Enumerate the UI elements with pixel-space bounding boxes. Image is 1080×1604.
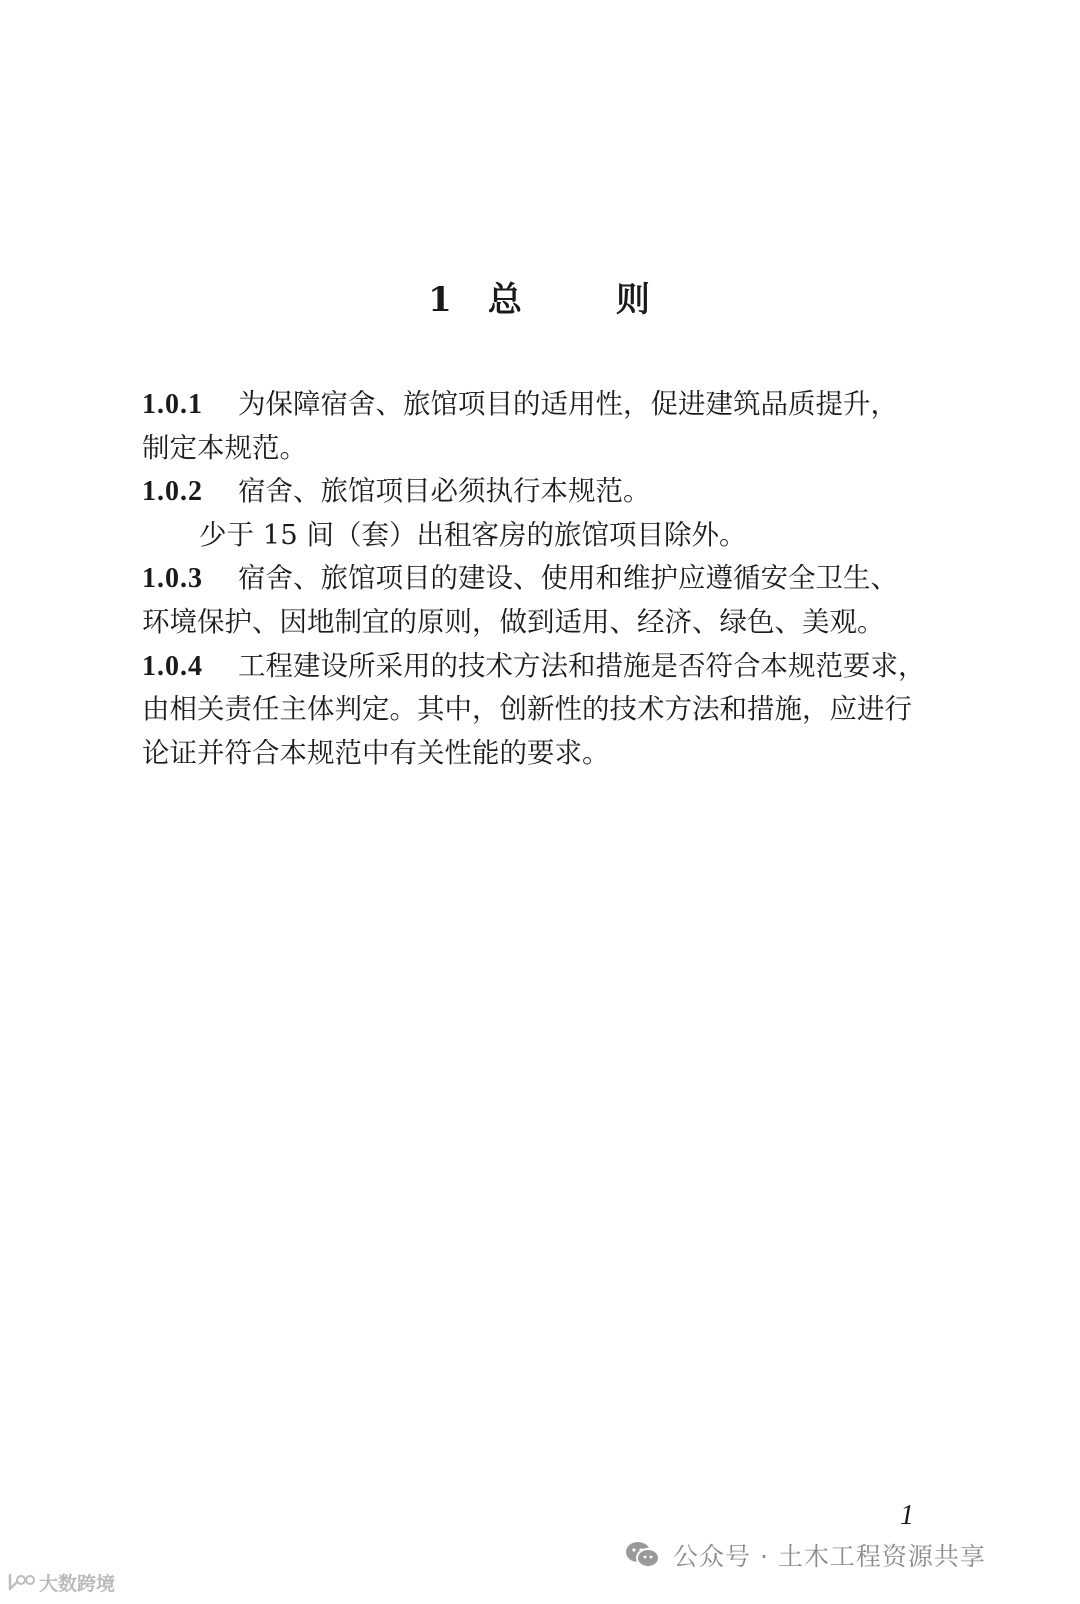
clause-text: 论证并符合本规范中有关性能的要求。 — [142, 736, 610, 769]
clause-text: 由相关责任主体判定。其中，创新性的技术方法和措施，应进行 — [142, 693, 912, 726]
page-number: 1 — [900, 1500, 914, 1531]
clause-1-0-3-line-2 — [142, 601, 957, 645]
clause-number: 1.0.1 — [142, 389, 203, 420]
watermark-text: 大数跨境 — [39, 1572, 116, 1595]
chapter-number: 1 — [428, 280, 454, 320]
clause-number: 1.0.4 — [142, 650, 203, 682]
clause-1-0-4-line-2 — [142, 688, 957, 732]
brand-logo-icon — [6, 1571, 36, 1593]
clause-1-0-4-line-1 — [142, 645, 957, 689]
clause-text: 宿舍、旅馆项目的建设、使用和维护应遵循安全卫生、 — [238, 562, 898, 595]
chapter-title — [0, 272, 1080, 321]
chapter-body — [142, 383, 957, 775]
wechat-icon — [625, 1540, 661, 1570]
clause-text: 少于 15 间（套）出租客房的旅馆项目除外。 — [199, 518, 747, 551]
watermark-official-account — [625, 1535, 986, 1575]
watermark-brand — [6, 1567, 115, 1597]
clause-1-0-3-line-1 — [142, 557, 957, 601]
clause-text: 为保障宿舍、旅馆项目的适用性，促进建筑品质提升， — [238, 388, 898, 420]
clause-text: 制定本规范。 — [142, 431, 307, 464]
clause-text: 环境保护、因地制宜的原则，做到适用、经济、绿色、美观。 — [142, 605, 885, 638]
clause-1-0-2-line-1 — [142, 470, 957, 514]
watermark-text: 公众号 · 土木工程资源共享 — [673, 1542, 986, 1571]
clause-1-0-1-line-1 — [142, 383, 957, 427]
chapter-title-char-1: 总 — [487, 280, 524, 320]
clause-number: 1.0.3 — [142, 563, 203, 595]
clause-text: 宿舍、旅馆项目必须执行本规范。 — [238, 475, 651, 508]
clause-text: 工程建设所采用的技术方法和措施是否符合本规范要求， — [238, 649, 926, 682]
chapter-title-char-2: 则 — [615, 280, 652, 320]
clause-1-0-1-line-2 — [142, 427, 957, 471]
clause-number: 1.0.2 — [142, 476, 203, 508]
clause-1-0-2-line-2 — [142, 514, 957, 558]
clause-1-0-4-line-3 — [142, 732, 957, 776]
